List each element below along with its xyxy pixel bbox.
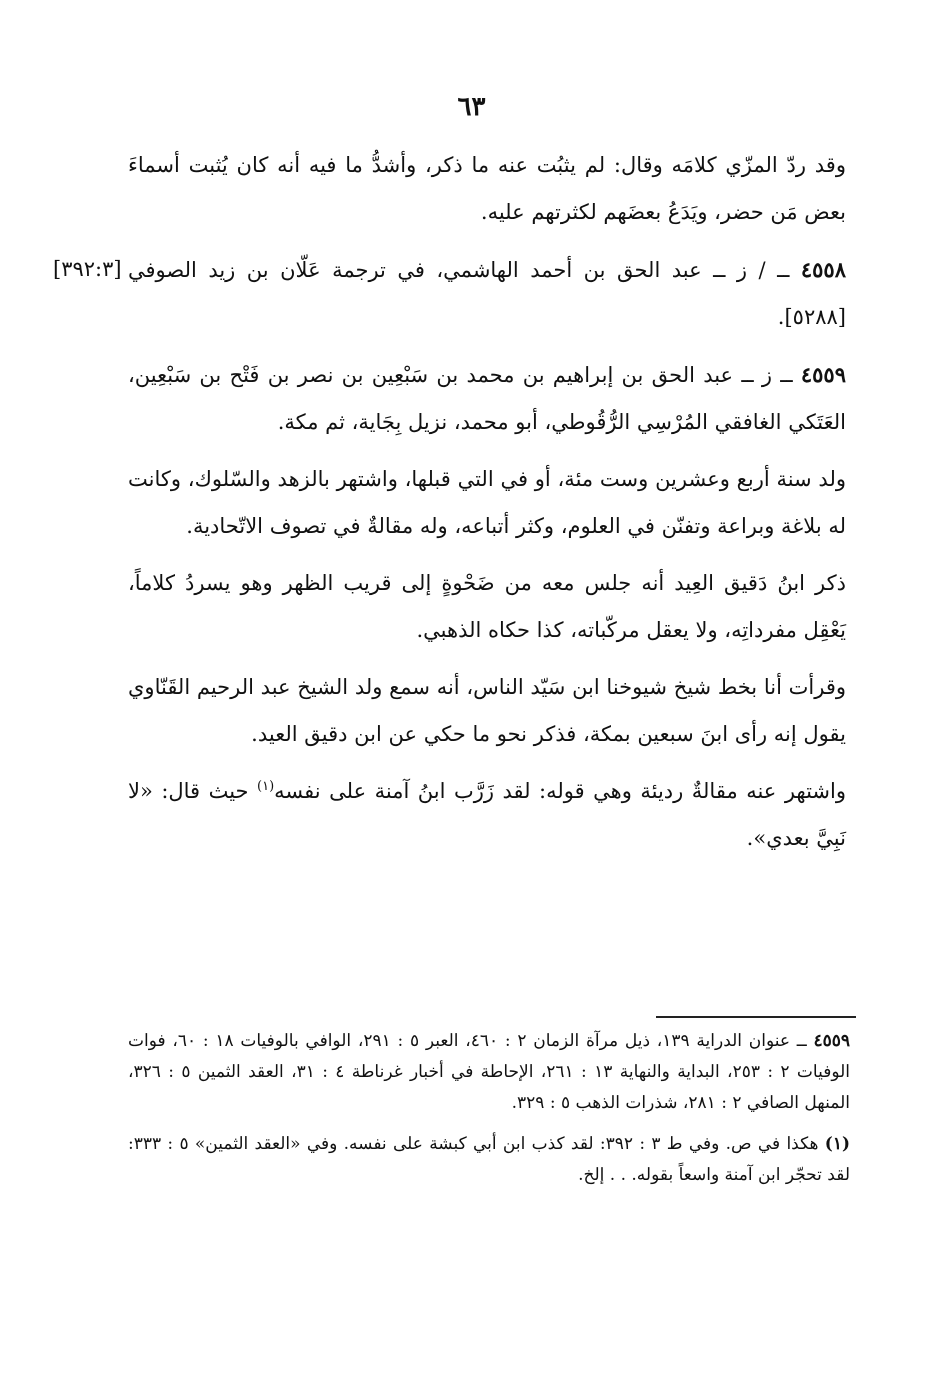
- paragraph-ibn-daqiq: ذكر ابنُ دَقيق العِيد أنه جلس معه من ضَحْوةٍ إلى قريب الظهر وهو يسردُ كلاماً، يَعْقِل مفرداتِه، ولا يعقل مركّباته، كذا حكاه الذهبي.: [128, 571, 846, 642]
- volume-reference: [٣٩٢:٣]: [53, 257, 122, 281]
- paragraph-mizzi: وقد ردّ المزّي كلامَه وقال: لم يثبُت عنه ما ذكر، وأشدُّ ما فيه أنه كان يُثبت أسماءَ بعض مَن حضر، ويَدَعُ بعضَهم لكثرتهم عليه.: [128, 153, 846, 224]
- main-text: [53, 142, 846, 872]
- entry-number: ٤٥٥٩: [800, 362, 846, 387]
- footnote-sources-text: ــ عنوان الدراية ١٣٩، ذيل مرآة الزمان ٢ : ٤٦٠، العبر ٥ : ٢٩١، الوافي بالوفيات ١٨ : ٦٠، فوات الوفيات ٢ : ٢٥٣، البداية والنهاية ١٣ : ٢٦١، الإحاطة في أخبار غرناطة ٤ : ٣١، العقد الثمين ٥ : ٣٢٦، المنهل الصافي ٢ : ٢٨١، شذرات الذهب ٥ : ٣٢٩.: [128, 1031, 851, 1113]
- footnote-sources: [128, 1026, 850, 1119]
- saying-text: واشتهر عنه مقالةٌ رديئة وهي قوله: لقد زَرَّب ابنُ آمنة على نفسه: [274, 779, 846, 803]
- footnote-entry-number: ٤٥٥٩: [813, 1031, 851, 1051]
- entry-number: ٤٥٥٨: [800, 257, 846, 282]
- entry-4559: [128, 351, 846, 446]
- footnote-1: [128, 1129, 850, 1191]
- footnote-divider: [656, 1016, 856, 1018]
- entry-text: ــ ز ــ عبد الحق بن إبراهيم بن محمد بن سَبْعِين بن نصر بن فَتْح بن سَبْعِين، العَتَكي الغافقي المُرْسِي الرُّقُوطي، أبو محمد، نزيل بِجَاية، ثم مكة.: [128, 363, 846, 434]
- entry-text: ــ / ز ــ عبد الحق بن أحمد الهاشمي، في ترجمة عَلّان بن زيد الصوفي [٥٢٨٨].: [128, 258, 846, 329]
- paragraph-birth: ولد سنة أربع وعشرين وست مئة، أو في التي قبلها، واشتهر بالزهد والسّلوك، وكانت له بلاغة وبراعة وتفنّن في العلوم، وكثر أتباعه، وله مقالةٌ في تصوف الاتّحادية.: [128, 467, 846, 538]
- footnote-marker[interactable]: (١): [257, 779, 275, 794]
- page-number: ٦٣: [457, 92, 486, 122]
- footnote-1-text: هكذا في ص. وفي ط ٣ : ٣٩٢: لقد كذب ابن أبي كبشة على نفسه. وفي «العقد الثمين» ٥ : ٣٣٣: لقد تحجّر ابن آمنة واسعاً بقوله. . . إلخ.: [128, 1134, 850, 1185]
- paragraph-ibn-sayyid: وقرأت أنا بخط شيخ شيوخنا ابن سَيّد الناس، أنه سمع ولد الشيخ عبد الرحيم القَنّاوي يقول إنه رأى ابنَ سبعين بمكة، فذكر نحو ما حكي عن ابن دقيق العيد.: [128, 675, 846, 746]
- saying-text-end: حيث قال: «لا نَبِيَّ بعدي».: [128, 779, 846, 850]
- paragraph-saying: [128, 768, 846, 862]
- footnotes: [128, 1026, 850, 1201]
- entry-4558: [53, 246, 846, 341]
- footnote-1-marker: (١): [824, 1134, 850, 1154]
